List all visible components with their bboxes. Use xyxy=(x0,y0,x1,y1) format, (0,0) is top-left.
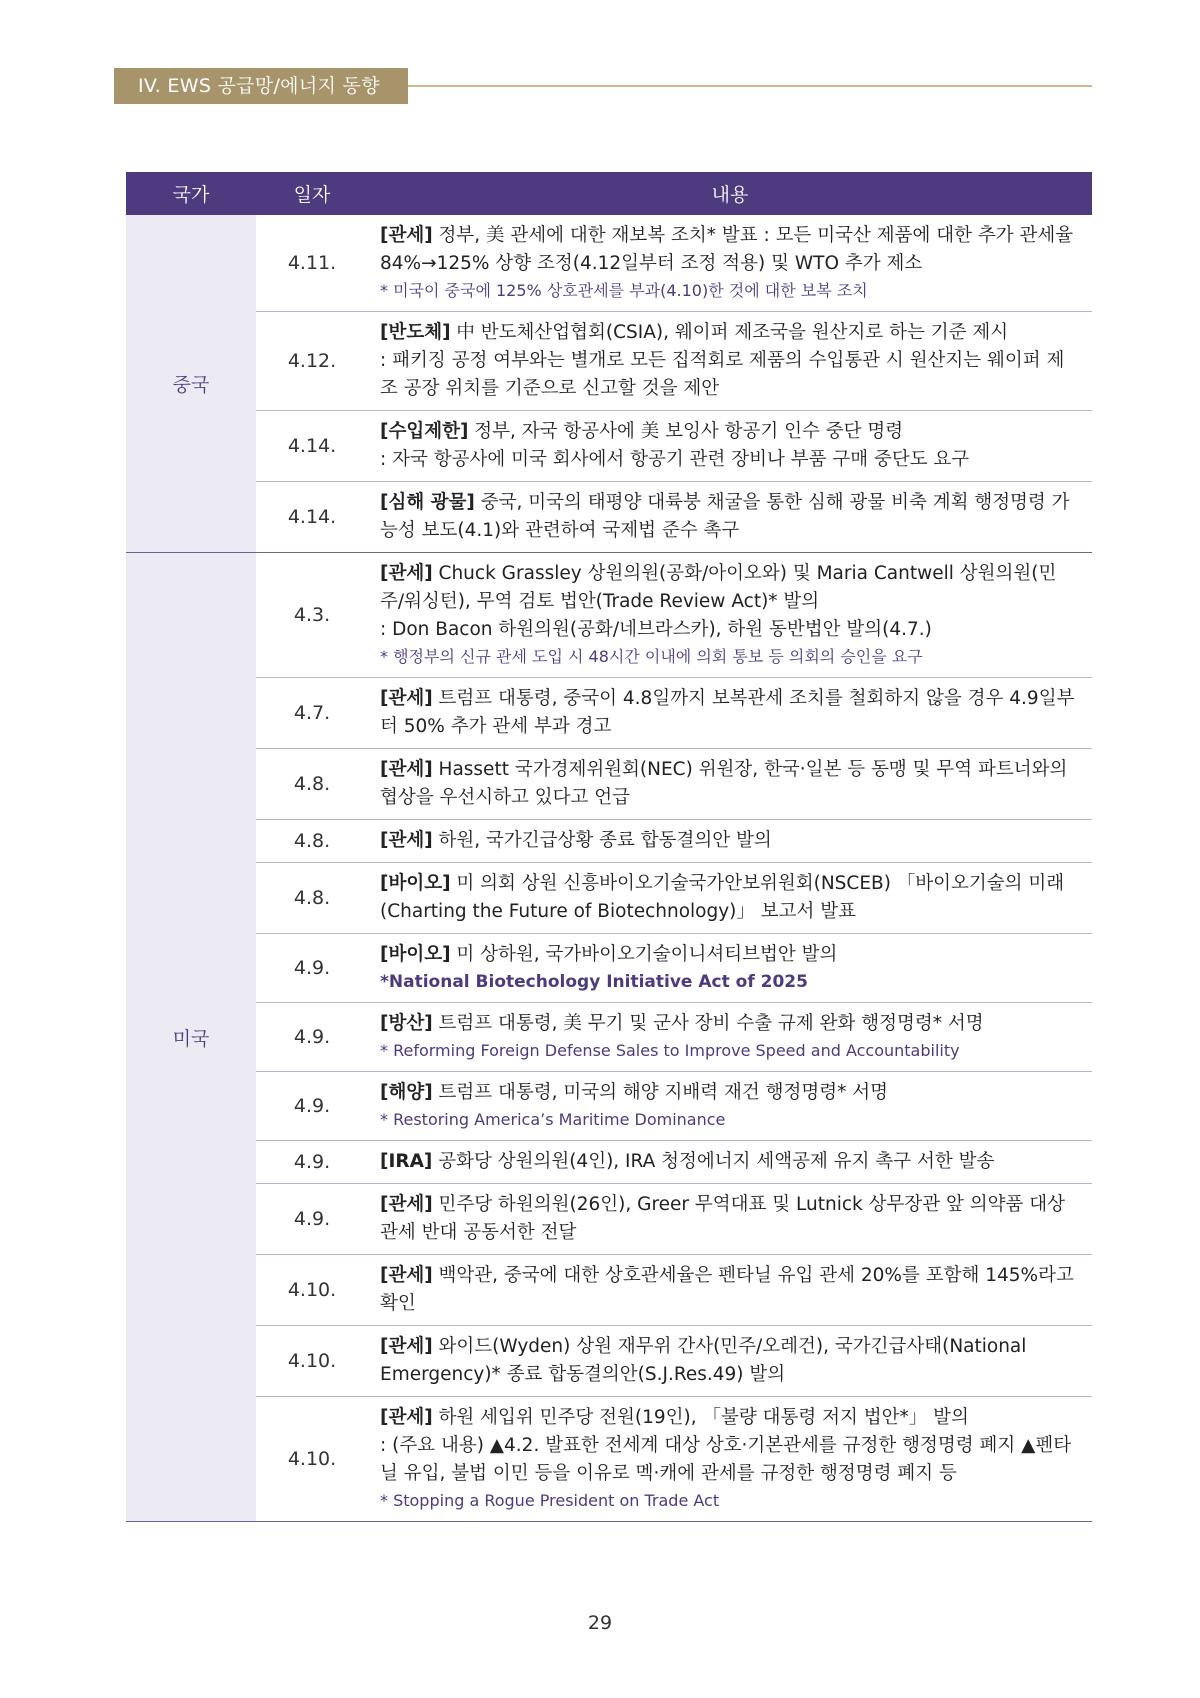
category-tag: [바이오] xyxy=(380,873,451,894)
content-description: 트럼프 대통령, 중국이 4.8일까지 보복관세 조치를 철회하지 않을 경우 4.9일부터 50% 추가 관세 부과 경고 xyxy=(380,688,1075,737)
content-description: 민주당 하원의원(26인), Greer 무역대표 및 Lutnick 상무장관 앞 의약품 대상 관세 반대 공동서한 전달 xyxy=(380,1194,1065,1243)
table-row xyxy=(126,820,1092,863)
category-tag: [관세] xyxy=(380,1265,433,1286)
date-cell: 4.9. xyxy=(256,1141,368,1184)
content-line xyxy=(380,1148,1080,1176)
content-cell xyxy=(368,312,1092,411)
content-description: 공화당 상원의원(4인), IRA 청정에너지 세액공제 유지 촉구 서한 발송 xyxy=(432,1151,995,1172)
date-cell: 4.8. xyxy=(256,820,368,863)
category-tag: [해양] xyxy=(380,1082,433,1103)
date-cell: 4.12. xyxy=(256,312,368,411)
date-cell: 4.9. xyxy=(256,934,368,1003)
footnote: * Restoring America’s Maritime Dominance xyxy=(380,1110,726,1129)
content-line xyxy=(380,827,1080,855)
content-cell xyxy=(368,1255,1092,1326)
content-line xyxy=(380,418,1080,446)
content-line xyxy=(380,1333,1080,1389)
content-line xyxy=(380,222,1080,278)
table-row xyxy=(126,1326,1092,1397)
content-cell xyxy=(368,863,1092,934)
content-description: 미 의회 상원 신흥바이오기술국가안보위원회(NSCEB) 「바이오기술의 미래(Charting the Future of Biotechnology)」 보고서 발표 xyxy=(380,873,1065,922)
ews-trade-table xyxy=(126,172,1092,1522)
category-tag: [관세] xyxy=(380,563,433,584)
table-row xyxy=(126,1141,1092,1184)
content-description: 와이드(Wyden) 상원 재무위 간사(민주/오레건), 국가긴급사태(National Emergency)* 종료 합동결의안(S.J.Res.49) 발의 xyxy=(380,1336,1027,1385)
content-detail: : Don Bacon 하원의원(공화/네브라스카), 하원 동반법안 발의(4.7.) xyxy=(380,619,932,640)
content-cell xyxy=(368,215,1092,312)
category-tag: [관세] xyxy=(380,1336,433,1357)
table-body xyxy=(126,215,1092,1522)
category-tag: [관세] xyxy=(380,830,433,851)
content-description: 하원 세입위 민주당 전원(19인), 「불량 대통령 저지 법안*」 발의 xyxy=(432,1407,969,1428)
category-tag: [관세] xyxy=(380,1407,433,1428)
page-number: 29 xyxy=(587,1612,613,1634)
category-tag: [관세] xyxy=(380,759,433,780)
date-cell: 4.10. xyxy=(256,1326,368,1397)
content-line xyxy=(380,560,1080,616)
table-row xyxy=(126,1397,1092,1522)
table-row xyxy=(126,411,1092,482)
section-divider xyxy=(408,85,1092,87)
table-row xyxy=(126,553,1092,678)
table-row xyxy=(126,482,1092,553)
content-description: 트럼프 대통령, 美 무기 및 군사 장비 수출 규제 완화 행정명령* 서명 xyxy=(432,1013,984,1034)
category-tag: [관세] xyxy=(380,225,433,246)
country-cell: 중국 xyxy=(126,215,256,553)
content-cell xyxy=(368,678,1092,749)
content-cell xyxy=(368,482,1092,553)
table-row xyxy=(126,749,1092,820)
category-tag: [관세] xyxy=(380,688,433,709)
content-description: 트럼프 대통령, 미국의 해양 지배력 재건 행정명령* 서명 xyxy=(432,1082,888,1103)
content-cell xyxy=(368,934,1092,1003)
date-cell: 4.3. xyxy=(256,553,368,678)
content-description: 정부, 美 관세에 대한 재보복 조치* 발표 : 모든 미국산 제품에 대한 추가 관세율 84%→125% 상향 조정(4.12일부터 조정 적용) 및 WTO 추가 제소 xyxy=(380,225,1074,274)
category-tag: [수입제한] xyxy=(380,421,469,442)
table-row xyxy=(126,678,1092,749)
table-header-row xyxy=(126,172,1092,215)
country-cell: 미국 xyxy=(126,553,256,1522)
date-cell: 4.7. xyxy=(256,678,368,749)
content-detail: : 패키징 공정 여부와는 별개로 모든 집적회로 제품의 수입통관 시 원산지는 웨이퍼 제조 공장 위치를 기준으로 신고할 것을 제안 xyxy=(380,350,1065,399)
content-description: 미 상하원, 국가바이오기술이니셔티브법안 발의 xyxy=(450,944,838,965)
content-cell xyxy=(368,553,1092,678)
content-line xyxy=(380,941,1080,969)
date-cell: 4.9. xyxy=(256,1184,368,1255)
content-cell xyxy=(368,1072,1092,1141)
footnote: *National Biotechology Initiative Act of 2025 xyxy=(380,972,808,992)
content-line xyxy=(380,1191,1080,1247)
date-cell: 4.9. xyxy=(256,1072,368,1141)
footnote: * 행정부의 신규 관세 도입 시 48시간 이내에 의회 통보 등 의회의 승인을 요구 xyxy=(380,647,923,666)
table-row xyxy=(126,1255,1092,1326)
date-cell: 4.8. xyxy=(256,749,368,820)
content-cell xyxy=(368,749,1092,820)
content-line xyxy=(380,756,1080,812)
table-row xyxy=(126,863,1092,934)
section-label: IV. EWS 공급망/에너지 동향 xyxy=(114,68,408,104)
date-cell: 4.14. xyxy=(256,411,368,482)
content-line xyxy=(380,1079,1080,1107)
content-cell xyxy=(368,1184,1092,1255)
content-line xyxy=(380,319,1080,347)
content-line xyxy=(380,489,1080,545)
column-header-country: 국가 xyxy=(126,172,256,215)
category-tag: [반도체] xyxy=(380,322,451,343)
column-header-content: 내용 xyxy=(368,172,1092,215)
footnote: * Reforming Foreign Defense Sales to Improve Speed and Accountability xyxy=(380,1041,960,1060)
table-row xyxy=(126,1184,1092,1255)
table-row xyxy=(126,312,1092,411)
column-header-date: 일자 xyxy=(256,172,368,215)
content-cell xyxy=(368,1326,1092,1397)
content-line xyxy=(380,1262,1080,1318)
content-description: 中 반도체산업협회(CSIA), 웨이퍼 제조국을 원산지로 하는 기준 제시 xyxy=(450,322,1009,343)
date-cell: 4.9. xyxy=(256,1003,368,1072)
content-description: 백악관, 중국에 대한 상호관세율은 펜타닐 유입 관세 20%를 포함해 145%라고 확인 xyxy=(380,1265,1074,1314)
table-row xyxy=(126,934,1092,1003)
content-line xyxy=(380,1010,1080,1038)
category-tag: [심해 광물] xyxy=(380,492,475,513)
category-tag: [방산] xyxy=(380,1013,433,1034)
content-cell xyxy=(368,1003,1092,1072)
date-cell: 4.8. xyxy=(256,863,368,934)
table-row xyxy=(126,1072,1092,1141)
content-cell xyxy=(368,411,1092,482)
table-row xyxy=(126,1003,1092,1072)
content-cell xyxy=(368,820,1092,863)
content-description: 하원, 국가긴급상황 종료 합동결의안 발의 xyxy=(432,830,772,851)
content-detail: : 자국 항공사에 미국 회사에서 항공기 관련 장비나 부품 구매 중단도 요구 xyxy=(380,449,970,470)
content-cell xyxy=(368,1397,1092,1522)
content-cell xyxy=(368,1141,1092,1184)
content-line xyxy=(380,1404,1080,1432)
footnote: * 미국이 중국에 125% 상호관세를 부과(4.10)한 것에 대한 보복 조치 xyxy=(380,281,868,300)
content-line xyxy=(380,685,1080,741)
category-tag: [바이오] xyxy=(380,944,451,965)
date-cell: 4.10. xyxy=(256,1255,368,1326)
content-description: Hassett 국가경제위원회(NEC) 위원장, 한국·일본 등 동맹 및 무역 파트너와의 협상을 우선시하고 있다고 언급 xyxy=(380,759,1068,808)
footnote: * Stopping a Rogue President on Trade Act xyxy=(380,1491,720,1510)
content-detail: : (주요 내용) ▲4.2. 발표한 전세계 대상 상호·기본관세를 규정한 행정명령 폐지 ▲펜타닐 유입, 불법 이민 등을 이유로 멕·캐에 관세를 규정한 행정명령 폐지 등 xyxy=(380,1435,1072,1484)
content-description: 정부, 자국 항공사에 美 보잉사 항공기 인수 중단 명령 xyxy=(468,421,904,442)
date-cell: 4.14. xyxy=(256,482,368,553)
date-cell: 4.11. xyxy=(256,215,368,312)
category-tag: [관세] xyxy=(380,1194,433,1215)
content-description: 중국, 미국의 태평양 대륙붕 채굴을 통한 심해 광물 비축 계획 행정명령 가능성 보도(4.1)와 관련하여 국제법 준수 촉구 xyxy=(380,492,1070,541)
content-description: Chuck Grassley 상원의원(공화/아이오와) 및 Maria Cantwell 상원의원(민주/워싱턴), 무역 검토 법안(Trade Review Act)* 발의 xyxy=(380,563,1057,612)
category-tag: [IRA] xyxy=(380,1151,433,1172)
date-cell: 4.10. xyxy=(256,1397,368,1522)
content-line xyxy=(380,870,1080,926)
table-row xyxy=(126,215,1092,312)
